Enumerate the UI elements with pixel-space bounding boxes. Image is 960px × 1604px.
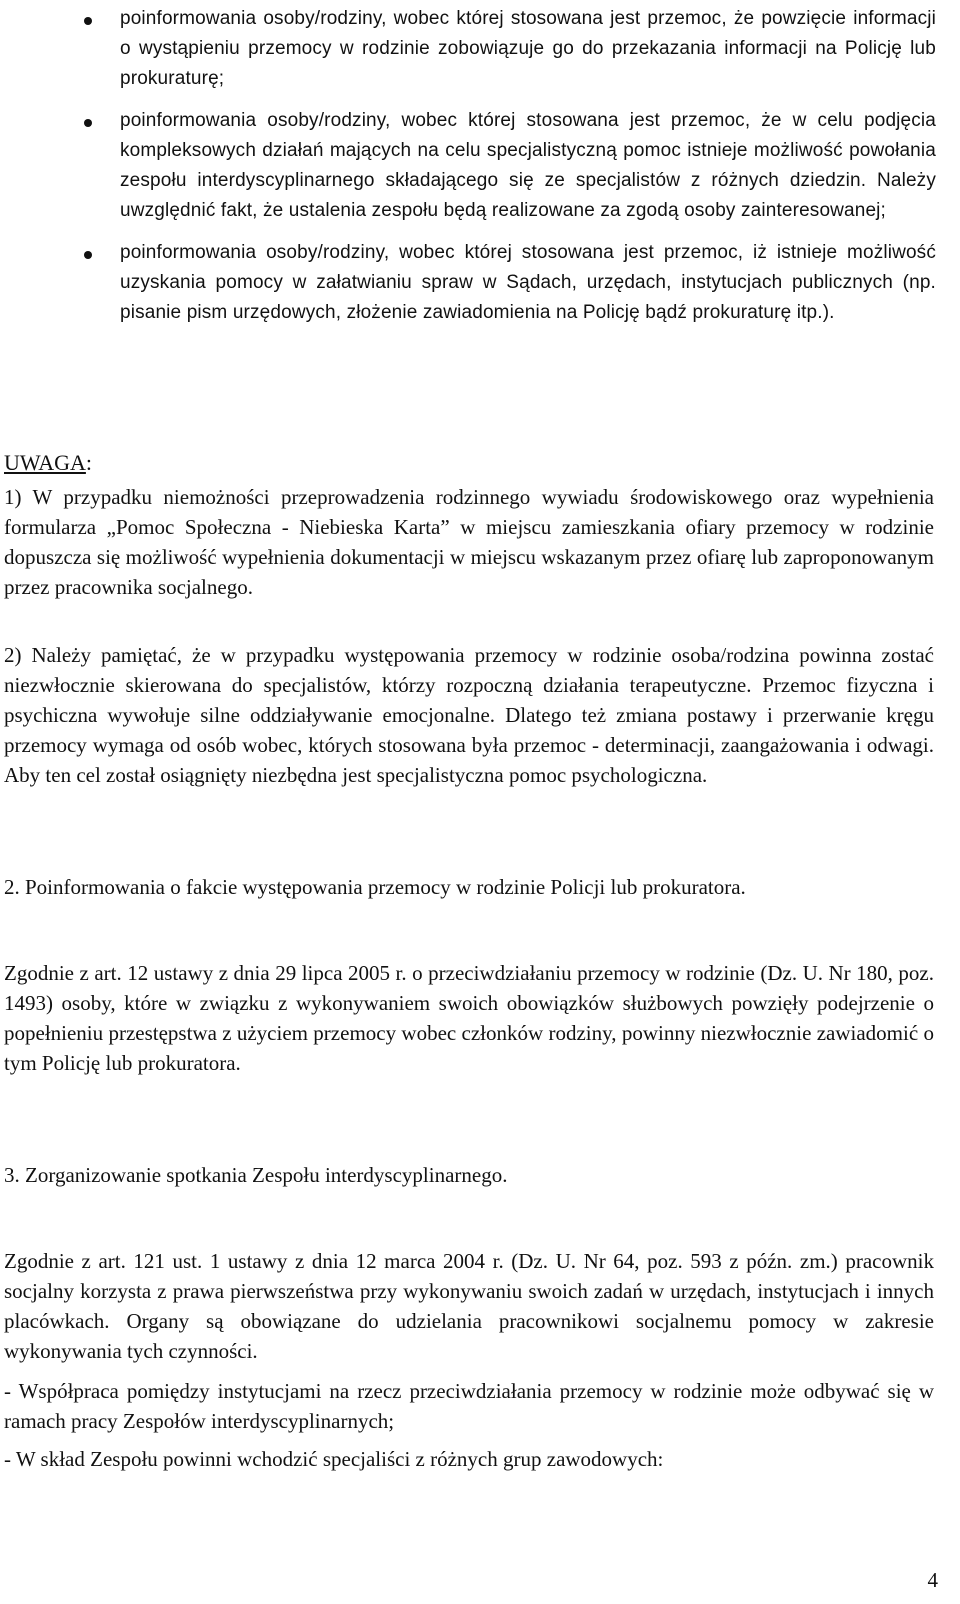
bullet-item bbox=[0, 4, 960, 94]
dash-paragraph-2 bbox=[4, 1444, 934, 1474]
paragraph-text: Zgodnie z art. 121 ust. 1 ustawy z dnia 12 marca 2004 r. (Dz. U. Nr 64, poz. 593 z późn. zm.) pracownik socjalny korzysta z prawa pierwszeństwa przy wykonywaniu swoich zadań w urzędach, instytucjach i innych placówkach. Organy są obowiązane do udzielania pracownikowi socjalnemu pomocy w zakresie wykonywania tych czynności. bbox=[4, 1249, 934, 1363]
bullet-dot-icon bbox=[84, 251, 92, 259]
paragraph-text: - Współpraca pomiędzy instytucjami na rzecz przeciwdziałania przemocy w rodzinie może odbywać się w ramach pracy Zespołów interdyscyplinarnych; bbox=[4, 1379, 934, 1433]
note-paragraph-1 bbox=[4, 482, 934, 602]
uwaga-colon: : bbox=[85, 450, 93, 475]
section-heading-3 bbox=[4, 1160, 934, 1190]
uwaga-heading bbox=[4, 448, 92, 478]
bullet-text: poinformowania osoby/rodziny, wobec której stosowana jest przemoc, że powzięcie informacji o wystąpieniu przemocy w rodzinie zobowiązuje go do przekazania informacji na Policję lub prokuraturę; bbox=[120, 8, 936, 89]
paragraph-text: Zgodnie z art. 12 ustawy z dnia 29 lipca 2005 r. o przeciwdziałaniu przemocy w rodzinie (Dz. U. Nr 180, poz. 1493) osoby, które w związku z wykonywaniem swoich obowiązków służbowych powzięły podejrzenie o popełnieniu przestępstwa z użyciem przemocy wobec członków rodziny, powinny niezwłocznie zawiadomić o tym Policję lub prokuratora. bbox=[4, 961, 934, 1075]
paragraph-text: 1) W przypadku niemożności przeprowadzenia rodzinnego wywiadu środowiskowego oraz wypełnienia formularza „Pomoc Społeczna - Niebieska Karta” w miejscu zamieszkania ofiary przemocy w rodzinie dopuszcza się możliwość wypełnienia dokumentacji w miejscu wskazanym przez ofiarę lub zaproponowanym przez pracownika socjalnego. bbox=[4, 485, 934, 599]
bullet-text: poinformowania osoby/rodziny, wobec której stosowana jest przemoc, iż istnieje możliwość uzyskania pomocy w załatwianiu spraw w Sądach, urzędach, instytucjach publicznych (np. pisanie pism urzędowych, złożenie zawiadomienia na Policję bądź prokuraturę itp.). bbox=[120, 242, 936, 323]
bullet-dot-icon bbox=[84, 119, 92, 127]
law-paragraph-1 bbox=[4, 958, 934, 1078]
bullet-item bbox=[0, 238, 960, 328]
dash-paragraph-1 bbox=[4, 1376, 934, 1436]
bullet-list bbox=[0, 4, 960, 340]
paragraph-text: 2) Należy pamiętać, że w przypadku występowania przemocy w rodzinie osoba/rodzina powinna zostać niezwłocznie skierowana do specjalistów, którzy rozpoczną działania terapeutyczne. Przemoc fizyczna i psychiczna wywołuje silne oddziaływanie emocjonalne. Dlatego też zmiana postawy i przerwanie kręgu przemocy wymaga od osób wobec, których stosowana była przemoc - determinacji, zaangażowania i odwagi. Aby ten cel został osiągnięty niezbędna jest specjalistyczna pomoc psychologiczna. bbox=[4, 643, 934, 787]
law-paragraph-2 bbox=[4, 1246, 934, 1366]
paragraph-text: - W skład Zespołu powinni wchodzić specjaliści z różnych grup zawodowych: bbox=[4, 1447, 664, 1471]
bullet-item bbox=[0, 106, 960, 226]
bullet-dot-icon bbox=[84, 17, 92, 25]
heading-text: 2. Poinformowania o fakcie występowania przemocy w rodzinie Policji lub prokuratora. bbox=[4, 875, 746, 899]
note-paragraph-2 bbox=[4, 640, 934, 790]
heading-text: 3. Zorganizowanie spotkania Zespołu interdyscyplinarnego. bbox=[4, 1163, 508, 1187]
section-heading-2 bbox=[4, 872, 934, 902]
page-number: 4 bbox=[927, 1568, 938, 1592]
uwaga-label: UWAGA bbox=[4, 450, 86, 475]
bullet-text: poinformowania osoby/rodziny, wobec której stosowana jest przemoc, że w celu podjęcia kompleksowych działań mających na celu specjalistyczną pomoc istnieje możliwość powołania zespołu interdyscyplinarnego składającego się ze specjalistów z różnych dziedzin. Należy uwzględnić fakt, że ustalenia zespołu będą realizowane za zgodą osoby zainteresowanej; bbox=[120, 110, 936, 221]
